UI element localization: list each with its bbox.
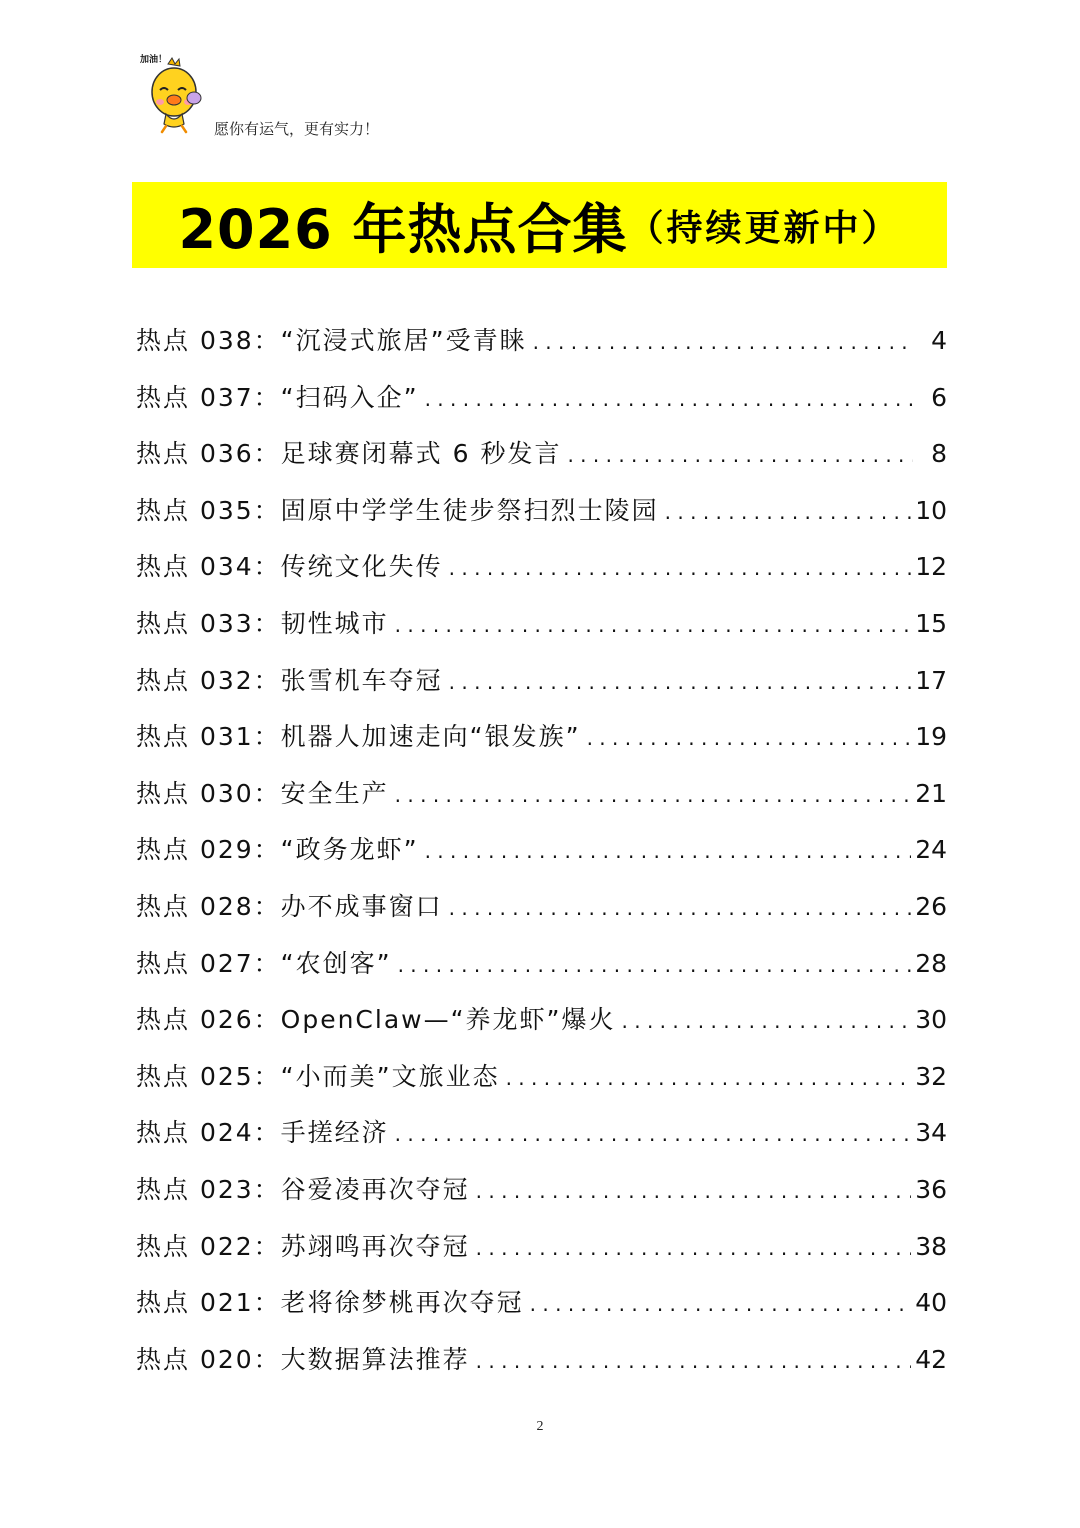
toc-dot-leader	[533, 314, 913, 371]
toc-entry-title: 热点 030：安全生产	[136, 778, 389, 808]
toc-dot-leader	[398, 937, 912, 994]
toc-entry-page: 19	[915, 722, 947, 752]
toc-entry-page: 6	[931, 382, 947, 412]
toc-dot-leader	[622, 993, 912, 1050]
toc-entry-page: 26	[915, 891, 947, 921]
toc-entry-title: 热点 023：谷爱凌再次夺冠	[136, 1174, 470, 1204]
toc-entry[interactable]	[136, 426, 947, 483]
toc-dot-leader	[665, 484, 912, 541]
toc-dot-leader	[567, 427, 913, 484]
toc-entry[interactable]	[136, 992, 947, 1049]
toc-dot-leader	[587, 710, 912, 767]
title-banner	[132, 182, 947, 268]
toc-entry[interactable]	[136, 1105, 947, 1162]
page-header	[138, 50, 538, 150]
chick-mascot-icon	[138, 50, 208, 134]
toc-entry-title: 热点 038：“沉浸式旅居”受青睐	[136, 326, 527, 355]
toc-entry-title: 热点 021：老将徐梦桃再次夺冠	[136, 1288, 524, 1318]
toc-entry-title: 热点 034：传统文化失传	[136, 552, 443, 582]
toc-entry-page: 28	[915, 948, 947, 978]
toc-dot-leader	[395, 767, 912, 824]
toc-entry-title: 热点 037：“扫码入企”	[136, 382, 419, 412]
toc-entry-page: 8	[931, 439, 947, 469]
toc-entry-page: 15	[915, 608, 947, 638]
toc-dot-leader	[476, 1163, 912, 1220]
toc-entry[interactable]	[136, 879, 947, 936]
toc-dot-leader	[506, 1050, 912, 1107]
toc-entry-page: 40	[915, 1288, 947, 1318]
toc-entry-page: 12	[915, 552, 947, 582]
toc-entry[interactable]	[136, 822, 947, 879]
toc-entry-page: 34	[915, 1118, 947, 1148]
toc-entry-page: 10	[915, 495, 947, 525]
toc-entry-title: 热点 026：OpenClaw—“养龙虾”爆火	[136, 1005, 616, 1035]
toc-dot-leader	[449, 654, 912, 711]
toc-entry-title: 热点 032：张雪机车夺冠	[136, 665, 443, 695]
toc-entry-page: 42	[915, 1344, 947, 1374]
toc-entry-title: 热点 028：办不成事窗口	[136, 891, 443, 921]
toc-entry[interactable]	[136, 766, 947, 823]
toc-entry-page: 4	[931, 326, 947, 355]
toc-entry[interactable]	[136, 1332, 947, 1389]
toc-entry-title: 热点 022：苏翊鸣再次夺冠	[136, 1231, 470, 1261]
toc-dot-leader	[449, 540, 912, 597]
mascot-badge-text: 加油！	[140, 55, 168, 65]
toc-entry-page: 24	[915, 835, 947, 865]
toc-entry-page: 17	[915, 665, 947, 695]
toc-dot-leader	[449, 880, 912, 937]
toc-entry-page: 38	[915, 1231, 947, 1261]
toc-entry-page: 30	[915, 1005, 947, 1035]
toc-entry-page: 36	[915, 1174, 947, 1204]
toc-entry[interactable]	[136, 539, 947, 596]
toc-entry-title: 热点 033：韧性城市	[136, 608, 389, 638]
toc-entry[interactable]	[136, 1219, 947, 1276]
toc-entry[interactable]	[136, 313, 947, 370]
toc-entry-title: 热点 029：“政务龙虾”	[136, 835, 419, 865]
page-title: 2026 年热点合集	[178, 197, 628, 261]
page-number: 2	[536, 1419, 544, 1434]
toc-dot-leader	[425, 371, 913, 428]
toc-entry[interactable]	[136, 653, 947, 710]
toc-dot-leader	[395, 597, 912, 654]
toc-entry[interactable]	[136, 1275, 947, 1332]
toc-dot-leader	[530, 1276, 912, 1333]
toc-entry-title: 热点 031：机器人加速走向“银发族”	[136, 722, 581, 752]
toc-entry-title: 热点 036：足球赛闭幕式 6 秒发言	[136, 439, 562, 469]
motto-text: 愿你有运气，更有实力！	[214, 120, 380, 138]
toc-entry-page: 32	[915, 1061, 947, 1091]
toc-entry[interactable]	[136, 1049, 947, 1106]
toc-entry[interactable]	[136, 370, 947, 427]
toc-dot-leader	[425, 823, 912, 880]
toc-dot-leader	[476, 1333, 912, 1390]
toc-entry-title: 热点 025：“小而美”文旅业态	[136, 1061, 500, 1091]
toc-dot-leader	[395, 1106, 912, 1163]
page-subtitle: （持续更新中）	[627, 207, 901, 249]
toc-entry[interactable]	[136, 1162, 947, 1219]
table-of-contents	[136, 313, 947, 1388]
toc-entry-title: 热点 035：固原中学学生徒步祭扫烈士陵园	[136, 495, 659, 525]
toc-dot-leader	[476, 1220, 912, 1277]
toc-entry-title: 热点 020：大数据算法推荐	[136, 1344, 470, 1374]
toc-entry-title: 热点 024：手搓经济	[136, 1118, 389, 1148]
toc-entry[interactable]	[136, 483, 947, 540]
toc-entry-title: 热点 027：“农创客”	[136, 948, 392, 978]
toc-entry-page: 21	[915, 778, 947, 808]
toc-entry[interactable]	[136, 596, 947, 653]
toc-entry[interactable]	[136, 709, 947, 766]
toc-entry[interactable]	[136, 936, 947, 993]
